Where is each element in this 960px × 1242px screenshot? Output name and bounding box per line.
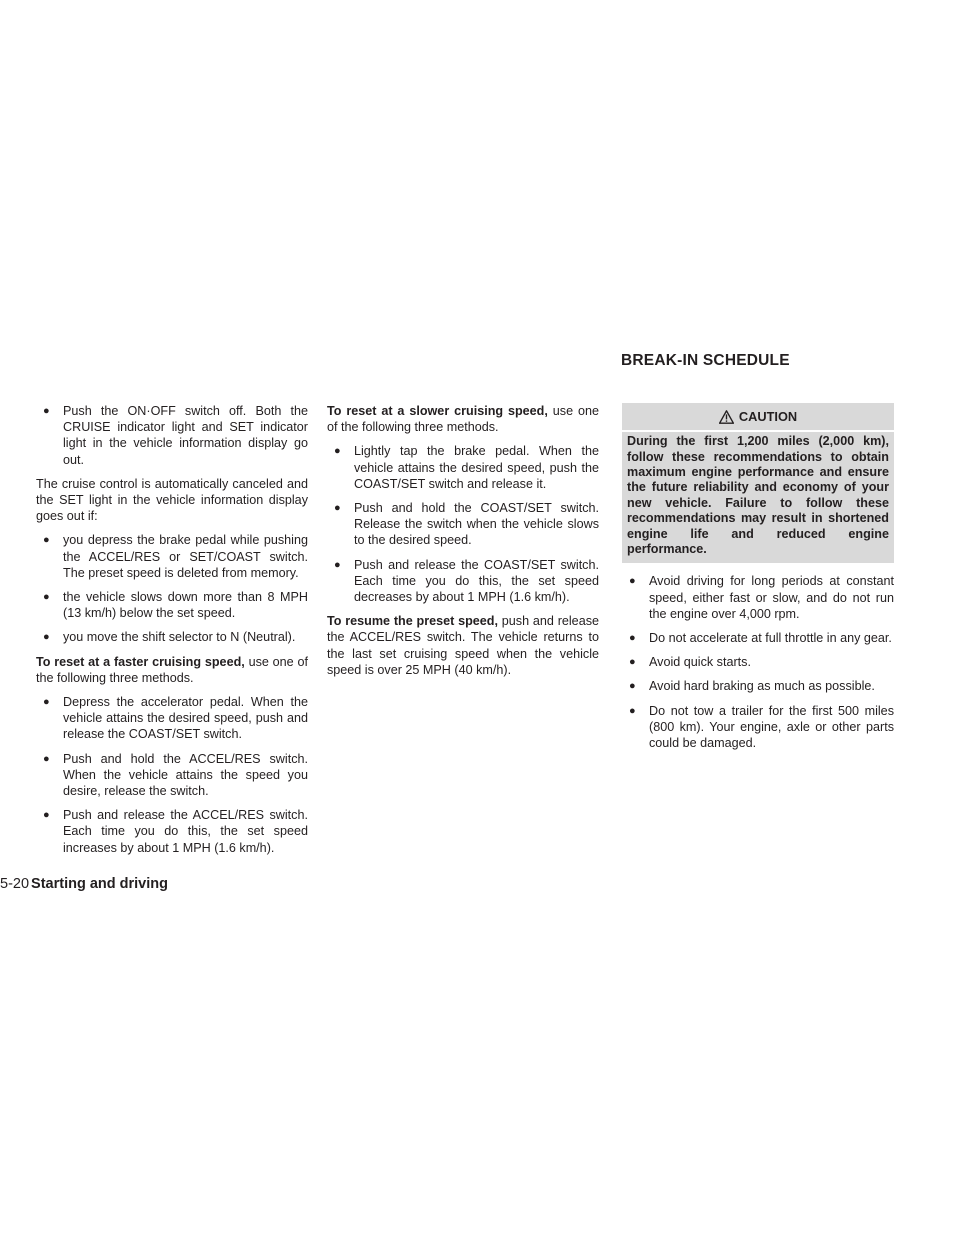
paragraph-text: push and release the ACCEL/RES switch. The vehicle returns to the last set cruising speed when the vehicle speed is over 25 MPH (40 km/h). [327,614,599,677]
paragraph-text: use one of the following three methods. [327,404,599,435]
section-heading: BREAK-IN SCHEDULE [621,352,790,369]
list-item [332,500,599,549]
chapter-title: Starting and driving [31,876,168,892]
list-item-text: Push and hold the COAST/SET switch. Release the switch when the vehicle slows to the desired speed. [354,501,599,548]
bullet-icon: ● [629,575,636,588]
list-item-text: Push the ON·OFF switch off. Both the CRUISE indicator light and SET indicator light in the vehicle information display go out. [63,404,308,467]
text-column-3 [622,403,894,759]
list-item-text: Push and release the COAST/SET switch. Each time you do this, the set speed decreases by about 1 MPH (1.6 km/h). [354,557,599,605]
list-item-text: Avoid quick starts. [649,655,751,670]
paragraph [36,654,308,686]
bullet-icon: ● [334,502,341,515]
list-item-text: you depress the brake pedal while pushing the ACCEL/RES or SET/COAST switch. The preset speed is deleted from memory. [63,533,308,580]
paragraph [327,613,599,678]
bullet-icon: ● [629,632,636,645]
paragraph-text: The cruise control is automatically canceled and the SET light in the vehicle information display goes out if: [36,476,308,524]
list-item-text: you move the shift selector to N (Neutral). [63,630,296,645]
bullet-icon: ● [43,405,50,417]
bullet-icon: ● [629,680,636,693]
list-item [41,532,308,581]
text-column-2 [327,403,599,686]
list-item-text: Push and release the ACCEL/RES switch. Each time you do this, the set speed increases by about 1 MPH (1.6 km/h). [63,808,308,855]
list-item [627,573,894,622]
list-item-text: Depress the accelerator pedal. When the vehicle attains the desired speed, push and release the COAST/SET switch. [63,695,308,742]
bullet-icon: ● [43,534,50,547]
list-item [41,589,308,621]
list-item [627,678,894,694]
list-item-text: Avoid hard braking as much as possible. [649,679,875,694]
list-item-text: Do not tow a trailer for the first 500 miles (800 km). Your engine, axle or other parts could be damaged. [649,703,894,751]
page-footer [0,876,168,892]
list-item-text: the vehicle slows down more than 8 MPH (13 km/h) below the set speed. [63,590,308,621]
bullet-icon: ● [43,696,50,709]
list-item [332,443,599,492]
list-item [41,694,308,743]
paragraph-text: use one of the following three methods. [36,654,308,685]
caution-header [622,403,894,430]
bullet-icon: ● [334,558,341,571]
list-item-text: Do not accelerate at full throttle in any gear. [649,631,892,646]
list-item [41,807,308,856]
list-item [41,751,308,800]
paragraph [36,476,308,525]
page-number: 5-20 [0,876,30,892]
bullet-icon: ● [334,445,341,458]
list-item [41,403,308,468]
bullet-icon: ● [43,631,50,644]
caution-title: CAUTION [738,409,798,424]
paragraph-lead: To reset at a faster cruising speed, [36,654,245,669]
bullet-icon: ● [629,704,636,717]
list-item-text: Lightly tap the brake pedal. When the vehicle attains the desired speed, push the COAST/SET switch and release it. [354,444,599,491]
paragraph-lead: To reset at a slower cruising speed, [327,404,548,418]
paragraph-lead: To resume the preset speed, [327,614,498,629]
list-item [627,654,894,670]
bullet-icon: ● [43,752,50,765]
list-item-text: Push and hold the ACCEL/RES switch. When the vehicle attains the speed you desire, release the switch. [63,751,308,799]
list-item [627,630,894,646]
warning-icon [719,410,734,424]
bullet-icon: ● [43,809,50,822]
list-item [627,703,894,752]
bullet-icon: ● [629,656,636,669]
paragraph [327,403,599,435]
list-item [41,629,308,645]
list-item-text: Avoid driving for long periods at constant speed, either fast or slow, and do not run the engine over 4,000 rpm. [649,574,894,621]
bullet-icon: ● [43,591,50,604]
list-item [332,557,599,606]
caution-box [622,403,894,563]
text-column-1 [36,403,308,864]
caution-text: During the first 1,200 miles (2,000 km), follow these recommendations to obtain maximum engine performance and ensure the future reliability and economy of your new vehicle. Failure to follow these recommendations may result in shortened engine life and reduced engine performance. [622,430,894,563]
